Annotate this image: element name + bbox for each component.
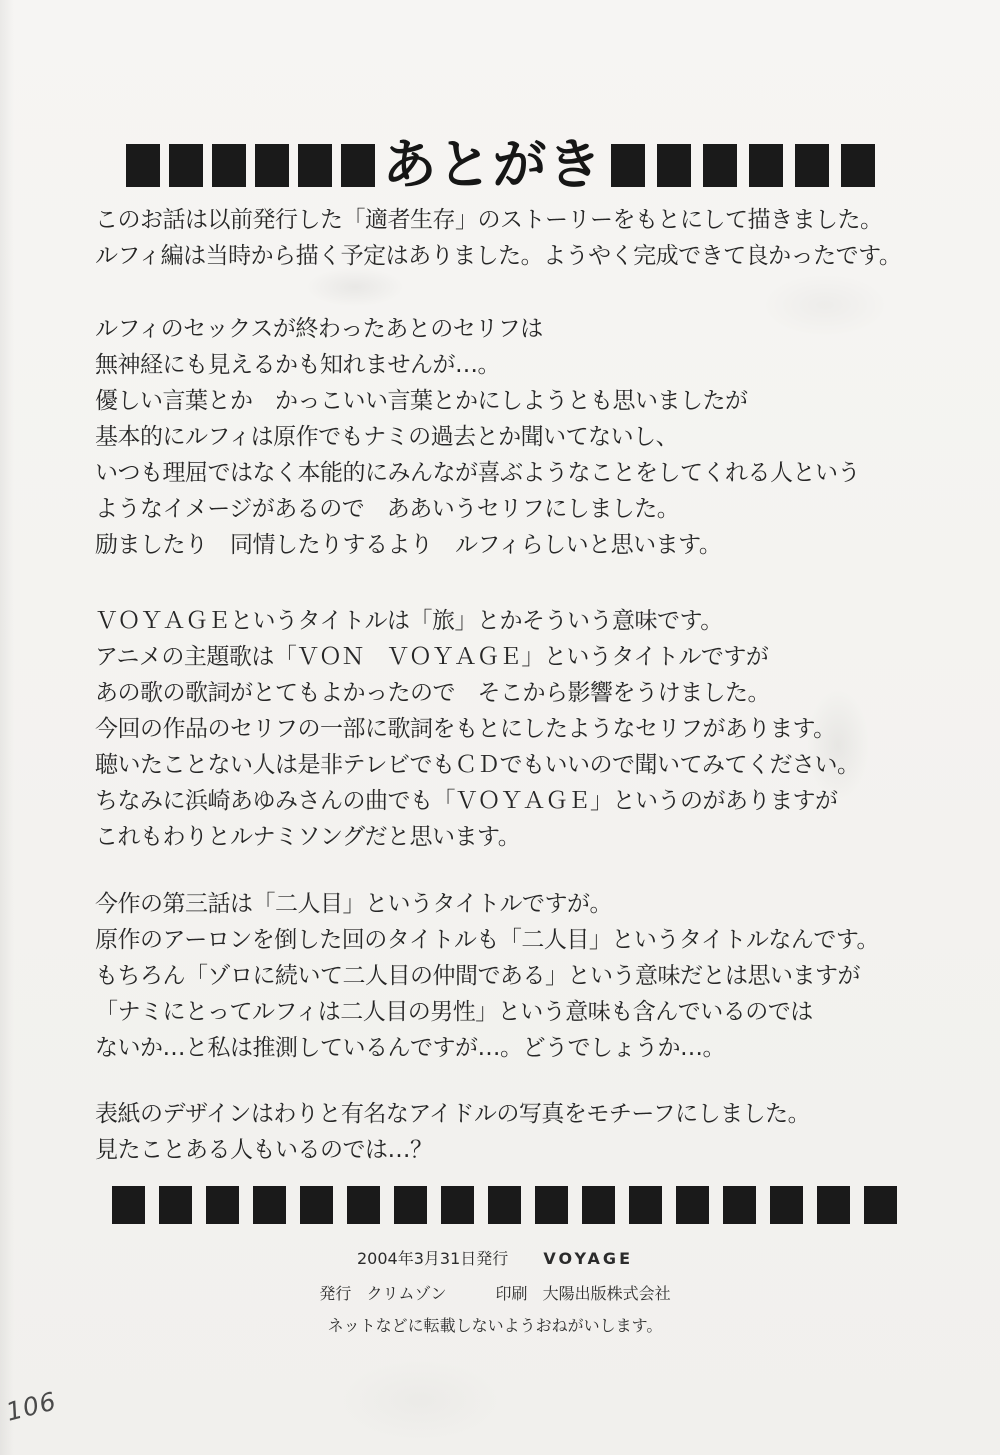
decor-square [582, 1186, 615, 1224]
header-squares-right [611, 144, 875, 187]
decor-square [441, 1186, 474, 1224]
publisher-name: クリムゾン [366, 1284, 447, 1303]
body-line: ちなみに浜崎あゆみさんの曲でも「ＶＯＹＡＧＥ」というのがありますが [95, 788, 838, 814]
decor-square [864, 1186, 897, 1224]
decor-square [159, 1186, 192, 1224]
decor-square [703, 144, 737, 187]
body-line: 基本的にルフィは原作でもナミの過去とか聞いてないし、 [95, 424, 679, 450]
decor-square [770, 1186, 803, 1224]
decor-square [169, 144, 203, 187]
decor-square [676, 1186, 709, 1224]
repost-notice: ネットなどに転載しないようおねがいします。 [327, 1316, 663, 1335]
footer-squares [112, 1186, 897, 1224]
body-line: ルフィ編は当時から描く予定はありました。ようやく完成できて良かったです。 [95, 243, 902, 269]
printer-label: 印刷 [495, 1284, 528, 1303]
decor-square [749, 144, 783, 187]
body-line: ようなイメージがあるので ああいうセリフにしました。 [95, 496, 680, 522]
body-line: あの歌の歌詞がとてもよかったので そこから影響をうけました。 [95, 680, 770, 706]
decor-square [298, 144, 332, 187]
decor-square [212, 144, 246, 187]
body-line: もちろん「ゾロに続いて二人目の仲間である」という意味だとは思いますが [95, 963, 860, 989]
decor-square [795, 144, 829, 187]
publication-title: VOYAGE [543, 1249, 633, 1268]
body-line: 表紙のデザインはわりと有名なアイドルの写真をモチーフにしました。 [95, 1101, 811, 1127]
body-line: 「ナミにとってルフィは二人目の男性」という意味も含んでいるのでは [95, 999, 813, 1025]
colophon-credits-line [0, 1281, 990, 1304]
handwritten-page-number: 106 [3, 1386, 60, 1427]
publisher-label: 発行 [319, 1284, 352, 1303]
decor-square [206, 1186, 239, 1224]
paragraph-episode-title [95, 886, 980, 1066]
body-line: このお話は以前発行した「適者生存」のストーリーをもとにして描きました。 [95, 207, 883, 233]
decor-square [629, 1186, 662, 1224]
decor-square [255, 144, 289, 187]
decor-square [394, 1186, 427, 1224]
body-line: 今作の第三話は「二人目」というタイトルですが。 [95, 891, 613, 917]
decor-square [253, 1186, 286, 1224]
body-line: 原作のアーロンを倒した回のタイトルも「二人目」というタイトルなんです。 [95, 927, 880, 953]
body-line: 優しい言葉とか かっこいい言葉とかにしようとも思いましたが [95, 388, 748, 414]
afterword-header [0, 133, 1000, 196]
decor-square [341, 144, 375, 187]
printer-name: 大陽出版株式会社 [542, 1284, 671, 1303]
paragraph-dialogue-notes [95, 311, 980, 563]
decor-square [611, 144, 645, 187]
body-line: アニメの主題歌は「ＶＯＮ ＶＯＹＡＧＥ」というタイトルですが [95, 644, 769, 670]
decor-square [723, 1186, 756, 1224]
page-title: あとがき [382, 133, 603, 196]
decor-square [112, 1186, 145, 1224]
body-line: 今回の作品のセリフの一部に歌詞をもとにしたようなセリフがあります。 [95, 716, 836, 742]
publication-date: 2004年3月31日発行 [357, 1249, 509, 1268]
body-line: ないか…と私は推測しているんですが…。どうでしょうか…。 [95, 1035, 725, 1061]
body-line: ルフィのセックスが終わったあとのセリフは [95, 316, 543, 342]
decor-square [841, 144, 875, 187]
body-line: ＶＯＹＡＧＥというタイトルは「旅」とかそういう意味です。 [95, 608, 723, 634]
paragraph-title-meaning [95, 603, 980, 855]
paragraph-intro [95, 202, 980, 274]
body-line: 見たことある人もいるのでは…？ [95, 1137, 433, 1163]
body-line: いつも理屈ではなく本能的にみんなが喜ぶようなことをしてくれる人という [95, 460, 860, 486]
decor-square [126, 144, 160, 187]
paragraph-cover-design [95, 1096, 980, 1168]
body-line: これもわりとルナミソングだと思います。 [95, 824, 521, 850]
body-line: 聴いたことない人は是非テレビでもＣＤでもいいので聞いてみてください。 [95, 752, 860, 778]
header-squares-left [126, 144, 375, 187]
decor-square [488, 1186, 521, 1224]
decor-square [347, 1186, 380, 1224]
colophon-publication-line [0, 1246, 990, 1269]
decor-square [535, 1186, 568, 1224]
body-line: 励ましたり 同情したりするより ルフィらしいと思います。 [95, 532, 722, 558]
decor-square [300, 1186, 333, 1224]
decor-square [817, 1186, 850, 1224]
decor-square [657, 144, 691, 187]
body-line: 無神経にも見えるかも知れませんが…。 [95, 352, 500, 378]
